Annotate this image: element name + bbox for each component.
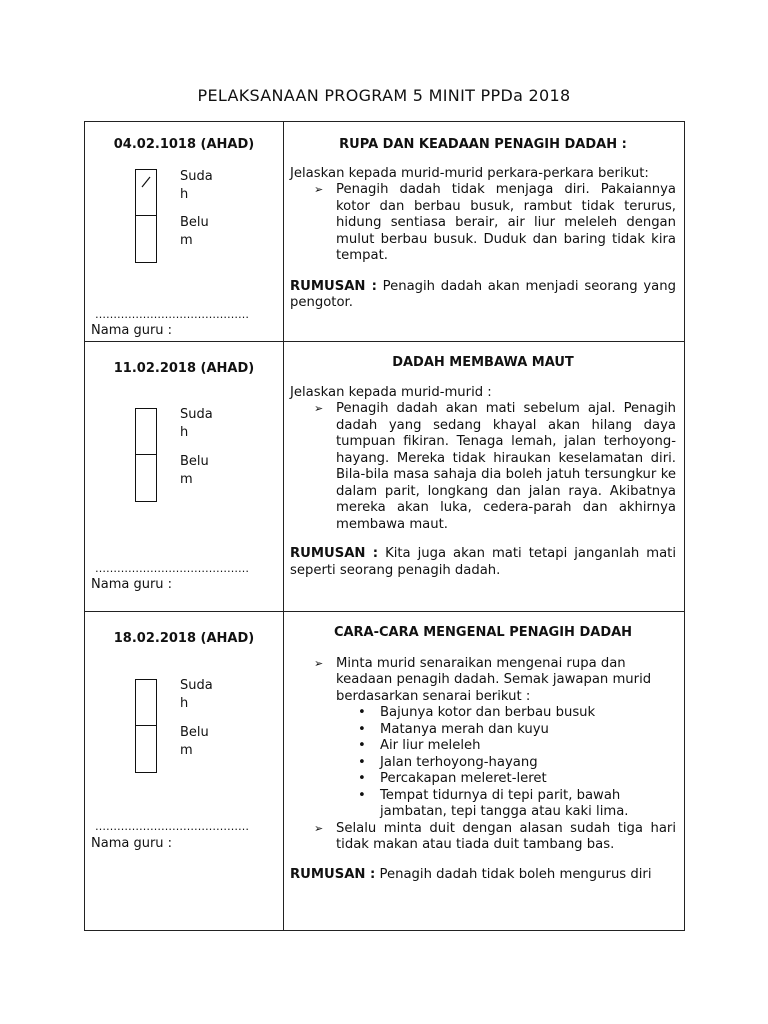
belum-label: Belu m [180, 725, 209, 758]
list-item: ➢ Selalu minta duit dengan alasan sudah tiga hari tidak makan atau tiada duit tambang bas. [314, 820, 676, 852]
arrow-bullet-icon: ➢ [314, 821, 324, 835]
arrow-bullet-icon: ➢ [314, 656, 324, 670]
arrow-bullet-icon: ➢ [314, 402, 324, 415]
content-cell [284, 122, 685, 342]
session-date: 11.02.2018 (AHAD) [113, 361, 255, 376]
content-cell [284, 612, 685, 931]
signature-line: …………………………………… [95, 562, 249, 575]
section-heading: RUPA DAN KEADAAN PENAGIH DADAH : [339, 137, 627, 152]
list-item: • Bajunya kotor dan berbau busuk [380, 705, 676, 722]
checkbox-divider [136, 454, 156, 455]
sudah-label: Suda h [180, 407, 213, 440]
status-cell [85, 342, 284, 612]
belum-label: Belu m [180, 215, 209, 248]
status-checkbox[interactable] [135, 169, 157, 263]
list-item: ➢ Penagih dadah akan mati sebelum ajal. Penagih dadah yang sedang khayal akan hilang daya tumpuan fikiran. Tenaga lemah, jalan terhoyong-hayang. Mereka tidak hiraukan keselamatan diri. Bila-bila masa sahaja dia boleh jatuh tersungkur ke dalam parit, longkang dan jalan raya. Akibatnya mereka akan luka, cedera-parah dan akhirnya membawa maut. [314, 401, 676, 532]
status-checkbox[interactable] [135, 679, 157, 773]
point-list [290, 182, 676, 265]
belum-label: Belu m [180, 454, 209, 487]
list-item: ➢ Minta murid senaraikan mengenai rupa dan keadaan penagih dadah. Semak jawapan murid berdasarkan senarai berikut : • Bajunya kotor dan berbau busuk • Matanya merah dan kuyu • Air liur meleleh • Jalan terhoyong-hayang • Percakapan meleret-leret • Tempat tidurnya di tepi parit, bawah jambatan, tepi tangga atau kaki lima. [336, 656, 676, 821]
point-list [290, 656, 676, 854]
section-heading: CARA-CARA MENGENAL PENAGIH DADAH [333, 625, 633, 640]
list-item: • Jalan terhoyong-hayang [380, 755, 676, 772]
signature-line: …………………………………… [95, 820, 249, 833]
status-cell [85, 122, 284, 342]
table-row [85, 612, 685, 931]
nama-guru-label: Nama guru : [91, 323, 173, 338]
status-checkbox[interactable] [135, 408, 157, 502]
instruction-text: Jelaskan kepada murid-murid : [290, 384, 492, 400]
session-date: 04.02.1018 (AHAD) [113, 137, 255, 152]
point-list [290, 401, 676, 533]
page-title: PELAKSANAAN PROGRAM 5 MINIT PPDa 2018 [197, 86, 571, 105]
table-row [85, 342, 685, 612]
list-item: ➢ Penagih dadah tidak menjaga diri. Pakaiannya kotor dan berbau busuk, rambut tidak terurus, hidung sentiasa berair, air liur meleleh dengan mulut berbau busuk. Duduk dan baring tidak kira tempat. [314, 182, 676, 263]
instruction-text: Jelaskan kepada murid-murid perkara-perkara berikut: [290, 165, 649, 181]
table-row [85, 122, 685, 342]
signature-line: …………………………………… [95, 308, 249, 321]
list-item: • Tempat tidurnya di tepi parit, bawah jambatan, tepi tangga atau kaki lima. [380, 788, 676, 821]
list-item: • Matanya merah dan kuyu [380, 722, 676, 739]
rumusan-text: RUMUSAN : Kita juga akan mati tetapi janganlah mati seperti seorang penagih dadah. [290, 546, 676, 578]
arrow-bullet-icon: ➢ [314, 183, 324, 196]
session-date: 18.02.2018 (AHAD) [113, 631, 255, 646]
list-item: • Percakapan meleret-leret [380, 771, 676, 788]
tick-mark-icon [140, 176, 152, 188]
rumusan-text: RUMUSAN : Penagih dadah akan menjadi seorang yang pengotor. [290, 278, 676, 310]
sudah-label: Suda h [180, 169, 213, 202]
nama-guru-label: Nama guru : [91, 577, 173, 592]
section-heading: DADAH MEMBAWA MAUT [392, 355, 574, 370]
program-table [84, 121, 685, 931]
sudah-label: Suda h [180, 678, 213, 711]
rumusan-text: RUMUSAN : Penagih dadah tidak boleh mengurus diri [290, 866, 652, 882]
content-cell [284, 342, 685, 612]
bullet-list [336, 705, 676, 821]
nama-guru-label: Nama guru : [91, 836, 173, 851]
checkbox-divider [136, 215, 156, 216]
list-item: • Air liur meleleh [380, 738, 676, 755]
status-cell [85, 612, 284, 931]
checkbox-divider [136, 725, 156, 726]
